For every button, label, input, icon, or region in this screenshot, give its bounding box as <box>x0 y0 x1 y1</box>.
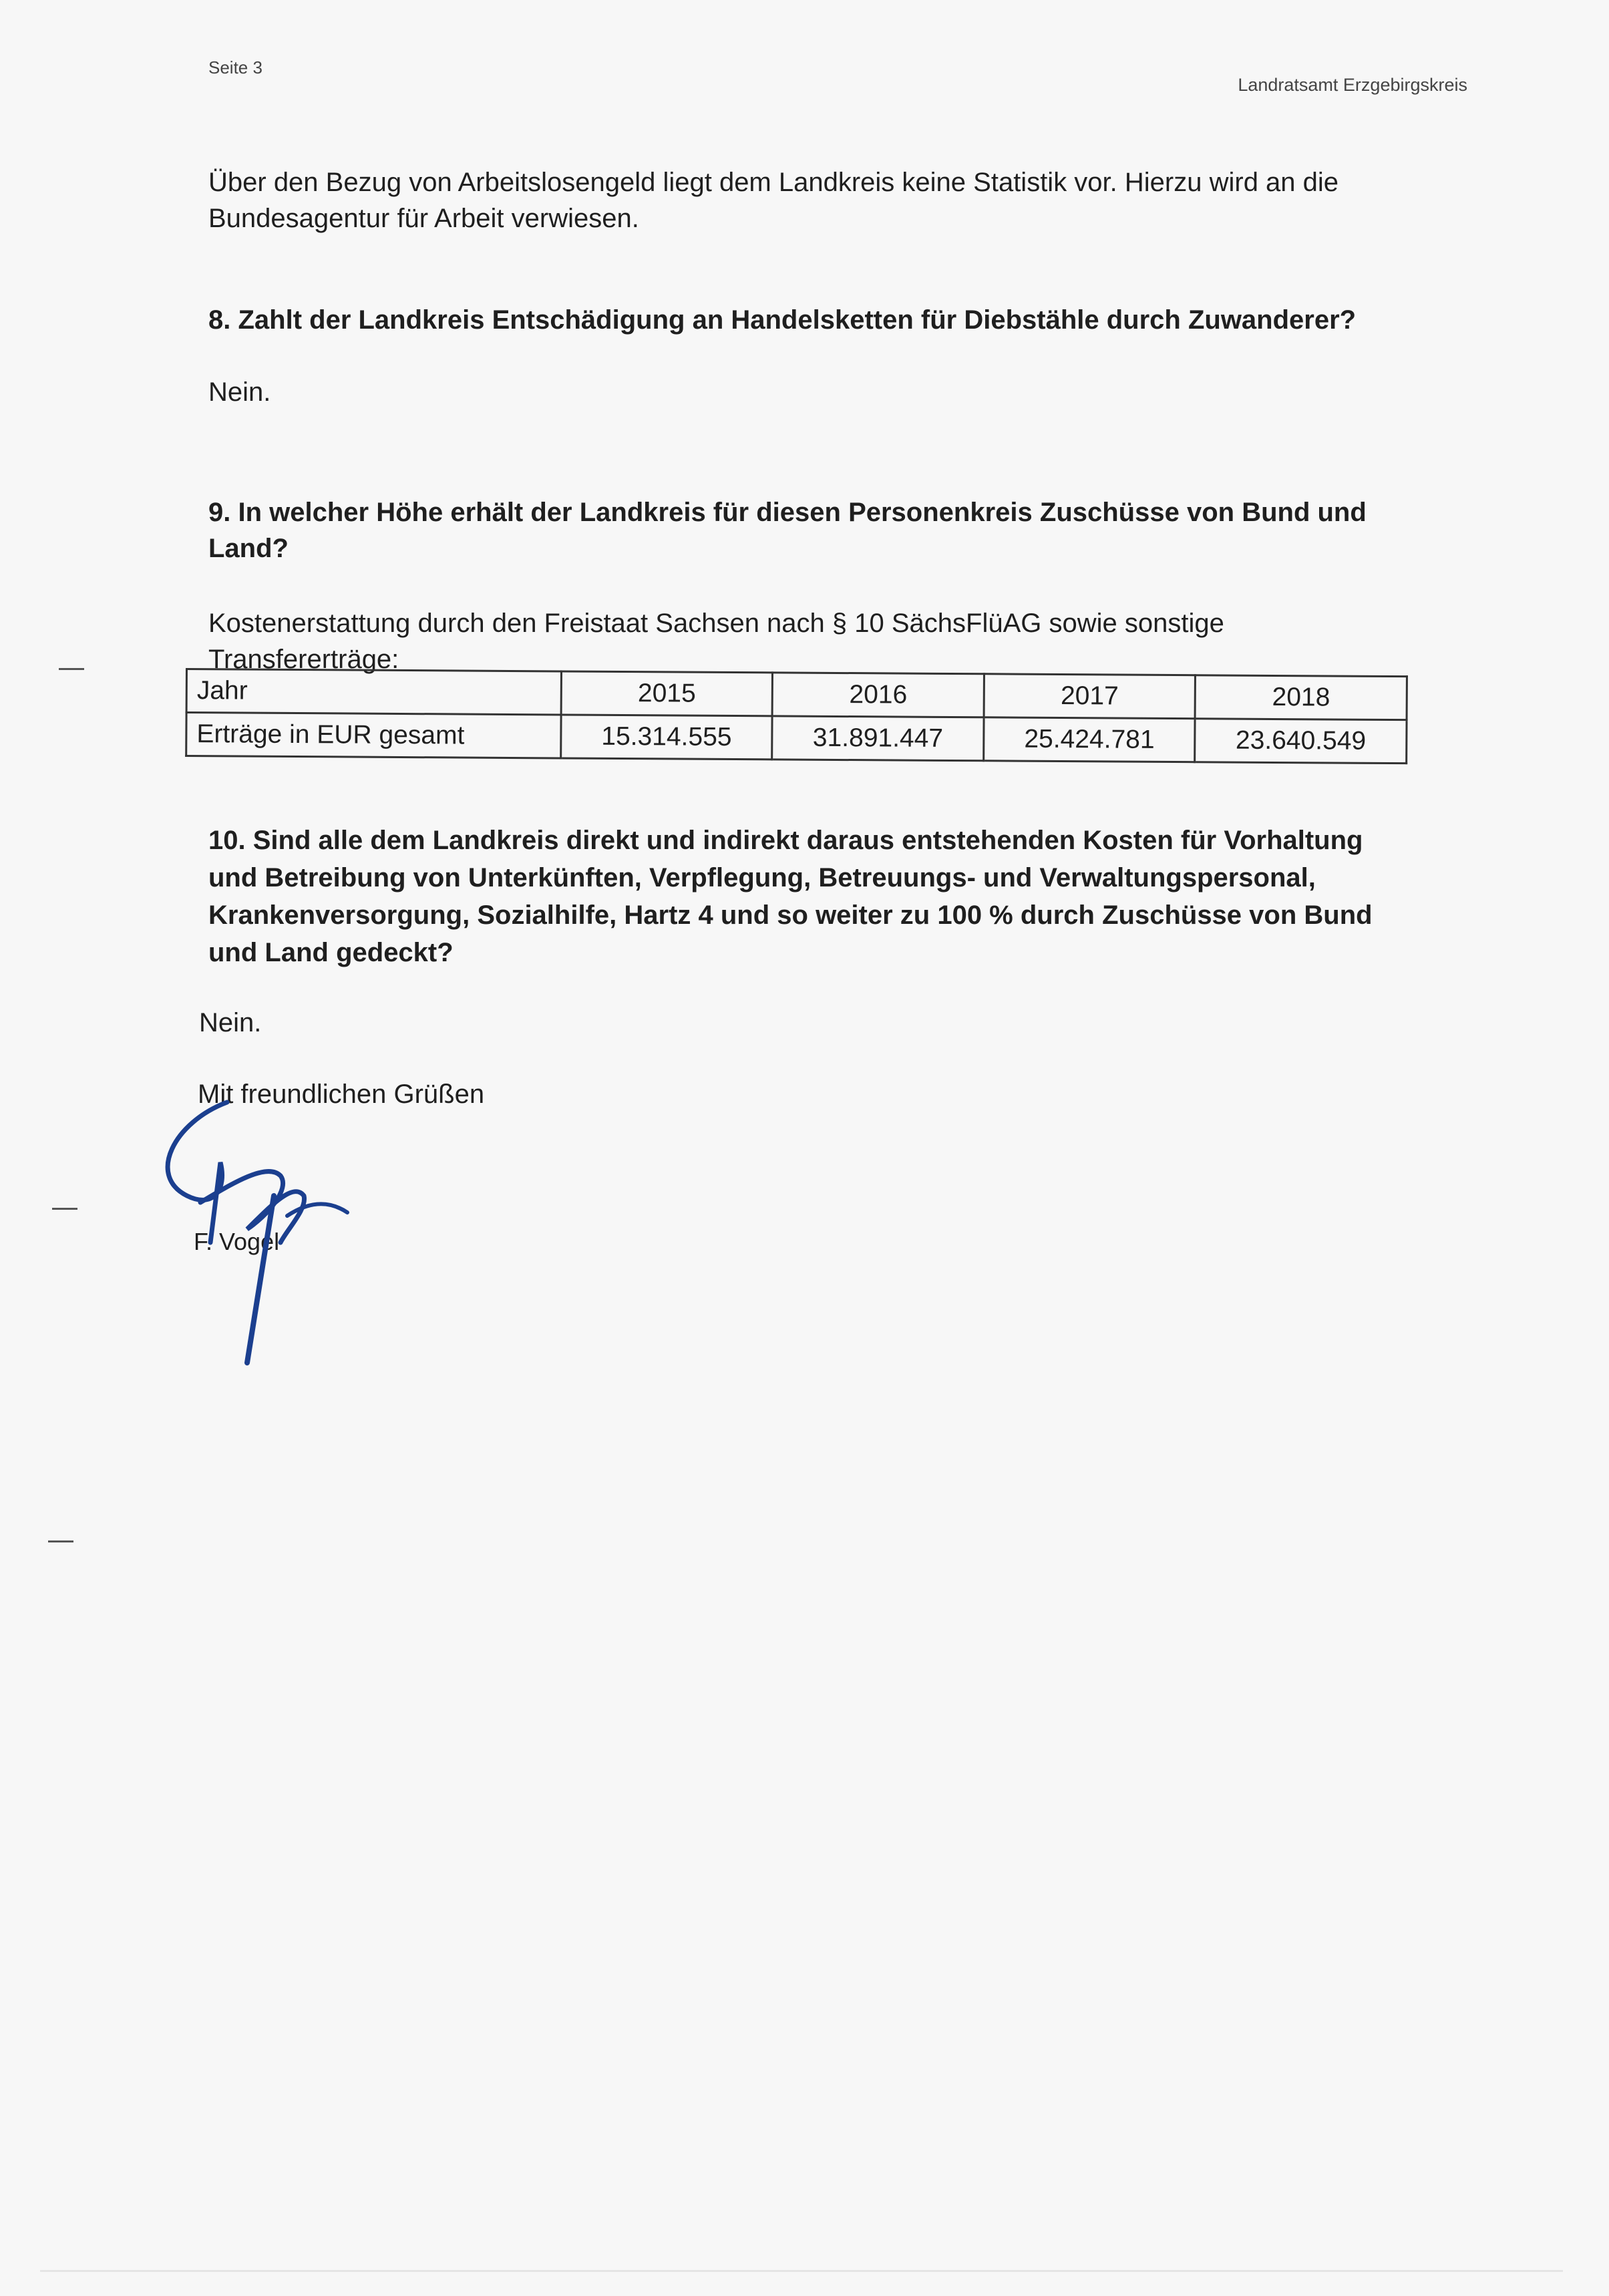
answer-10: Nein. <box>199 1008 262 1037</box>
table-year-cell: 2015 <box>561 671 773 716</box>
table-amount-cell: 25.424.781 <box>984 717 1196 762</box>
margin-mark <box>59 668 84 670</box>
table-year-cell: 2017 <box>984 674 1196 719</box>
table-year-cell: 2016 <box>772 673 984 717</box>
question-9: 9. In welcher Höhe erhält der Landkreis für diesen Personenkreis Zuschüsse von Bund und Land? <box>208 498 1367 563</box>
signer-name: F. Vogel <box>194 1228 280 1255</box>
intro-paragraph: Über den Bezug von Arbeitslosengeld liegt dem Landkreis keine Statistik vor. Hierzu wird an die Bundesagentur für Arbeit verwiesen. <box>208 168 1339 233</box>
table-year-cell: 2018 <box>1195 675 1407 720</box>
table-row-year <box>186 669 1407 720</box>
table-row-amount <box>186 713 1407 764</box>
page-number: Seite 3 <box>208 57 262 77</box>
answer-8: Nein. <box>208 377 271 407</box>
question-10: 10. Sind alle dem Landkreis direkt und indirekt daraus entstehenden Kosten für Vorhaltung und Betreibung von Unterkünften, Verpflegung, Betreuungs- und Verwaltungspersonal, Krankenversorgung, Sozialhilfe, Hartz 4 und so weiter zu 100 % durch Zuschüsse von Bund und Land gedeckt? <box>208 826 1373 967</box>
office-header: Landratsamt Erzgebirgskreis <box>1238 75 1467 95</box>
margin-mark <box>52 1208 77 1210</box>
answer-9: Kostenerstattung durch den Freistaat Sachsen nach § 10 SächsFlüAG sowie sonstige Transfererträge: <box>208 609 1224 674</box>
margin-mark <box>48 1540 73 1542</box>
table-amount-cell: 23.640.549 <box>1195 719 1407 764</box>
table-header-cell: Jahr <box>186 669 561 715</box>
handwritten-signature <box>147 1082 387 1376</box>
closing-greeting: Mit freundlichen Grüßen <box>198 1080 485 1109</box>
table-amount-cell: 31.891.447 <box>772 716 984 761</box>
scan-edge <box>40 2270 1563 2272</box>
table-header-cell: Erträge in EUR gesamt <box>186 713 561 758</box>
table-amount-cell: 15.314.555 <box>560 715 772 760</box>
revenue-table <box>185 668 1408 764</box>
question-8: 8. Zahlt der Landkreis Entschädigung an Handelsketten für Diebstähle durch Zuwanderer? <box>208 305 1357 335</box>
